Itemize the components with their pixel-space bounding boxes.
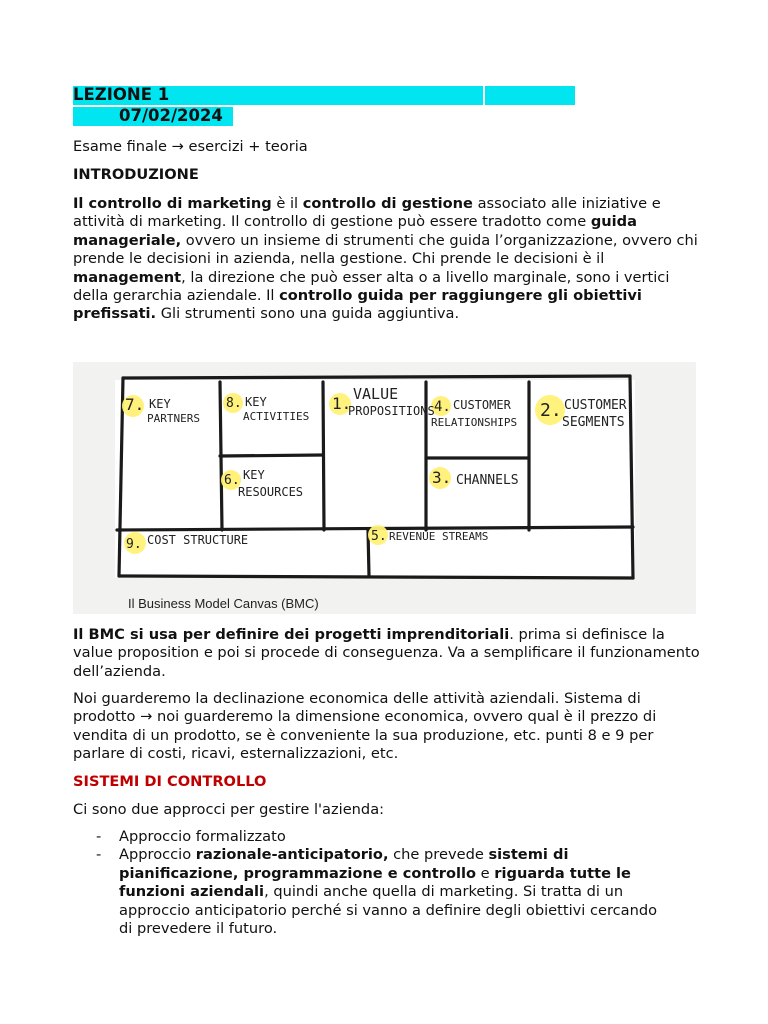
- kp-line2: PARTNERS: [147, 412, 200, 425]
- lesson-header: [73, 86, 575, 126]
- ch-line1: CHANNELS: [456, 473, 519, 488]
- list-item: [73, 828, 673, 846]
- exam-line: [73, 138, 703, 156]
- economic-text-1: Noi guarderemo la declinazione economica delle attività aziendali. Sistema di prodotto: [73, 690, 641, 726]
- kr-line1: KEY: [243, 468, 265, 482]
- rev-num: 5.: [371, 529, 387, 544]
- text-segment: che prevede: [388, 846, 489, 864]
- bmc-canvas-sketch: [73, 362, 696, 614]
- bold-segment: Il controllo di marketing: [73, 195, 272, 212]
- ka-line1: KEY: [245, 395, 267, 409]
- bold-segment: riguarda tutte le funzioni aziendali: [119, 864, 631, 901]
- ka-line2: ACTIVITIES: [243, 410, 310, 423]
- vp-line2: PROPOSITIONS: [348, 404, 435, 418]
- bmc-figure: [73, 362, 696, 614]
- cost-label: COST STRUCTURE: [147, 533, 249, 547]
- cs-line1: CUSTOMER: [564, 398, 627, 413]
- bold-segment: Il BMC si usa per definire dei progetti imprenditoriali: [73, 626, 510, 643]
- text-segment: Approccio formalizzato: [119, 828, 286, 845]
- kr-line2: RESOURCES: [238, 485, 304, 499]
- ka-num: 8.: [226, 396, 242, 411]
- lesson-title-highlight: [73, 86, 575, 105]
- control-systems-heading: SISTEMI DI CONTROLLO: [73, 773, 267, 790]
- text-segment: associato alle iniziative e attività di marketing. Il controllo di gestione può essere tradotto come: [73, 195, 661, 231]
- arrow-icon: →: [140, 708, 153, 726]
- intro-paragraph: [73, 195, 703, 324]
- text-segment: Gli strumenti sono una guida aggiuntiva.: [156, 305, 460, 323]
- bold-segment: razionale-anticipatorio,: [195, 846, 389, 864]
- bmc-caption: Il Business Model Canvas (BMC): [128, 596, 319, 611]
- text-segment: , quindi anche quella di marketing. Si tratta di un approccio anticipatorio perché si vanno a definire degli obiettivi cercando di prevedere il futuro.: [119, 883, 658, 938]
- cr-line2: RELATIONSHIPS: [431, 416, 518, 429]
- arrow-icon: →: [171, 138, 184, 155]
- bold-segment: management: [73, 268, 182, 286]
- text-segment: ovvero un insieme di strumenti che guida l’organizzazione, ovvero chi prende le decisioni in azienda, nella gestione. Chi prende le decisioni è il: [73, 231, 698, 268]
- lesson-date: 07/02/2024: [119, 106, 223, 125]
- bold-segment: controllo guida per raggiungere gli obiettivi prefissati.: [73, 287, 642, 323]
- approaches-list: [73, 828, 673, 938]
- bold-segment: sistemi di pianificazione, programmazione e controllo: [119, 846, 569, 882]
- text-segment: e: [476, 864, 495, 882]
- text-segment: è il: [271, 195, 303, 212]
- control-systems-intro: Ci sono due approcci per gestire l'azienda:: [73, 801, 385, 818]
- economic-text-2: noi guarderemo la dimensione economica, ovvero qual è il prezzo di vendita di un prodotto, se è conveniente la sua produzione, etc. punti 8 e 9 per parlare di costi, ricavi, esternalizzazioni, etc.: [73, 708, 657, 763]
- bold-segment: guida manageriale,: [73, 213, 637, 249]
- list-dash: -: [96, 828, 102, 845]
- lesson-date-highlight: [73, 107, 233, 126]
- cr-line1: CUSTOMER: [453, 398, 511, 412]
- kp-line1: KEY: [149, 397, 171, 411]
- cost-num: 9.: [126, 537, 142, 552]
- list-item: [73, 846, 673, 938]
- lesson-title: LEZIONE 1: [73, 85, 170, 104]
- cr-num: 4.: [434, 399, 451, 415]
- bold-segment: controllo di gestione: [302, 195, 473, 212]
- list-dash: -: [96, 846, 102, 864]
- vp-num: 1.: [332, 394, 352, 413]
- cs-num: 2.: [540, 400, 562, 421]
- economic-paragraph: [73, 690, 703, 764]
- highlight-gap: [483, 86, 485, 105]
- list-item-text: [119, 846, 657, 937]
- list-item-text: [119, 828, 286, 845]
- text-segment: Approccio: [119, 846, 196, 864]
- rev-label: REVENUE STREAMS: [389, 530, 489, 543]
- cs-line2: SEGMENTS: [562, 415, 625, 430]
- vp-line1: VALUE: [353, 385, 399, 403]
- kp-num: 7.: [125, 395, 145, 414]
- ch-num: 3.: [432, 468, 452, 487]
- bmc-paragraph: [73, 626, 703, 681]
- exam-label: Esame finale: [73, 138, 168, 155]
- exam-content: esercizi + teoria: [188, 138, 308, 155]
- text-segment: . prima si definisce la value proposition e poi si procede di conseguenza. Va a semplificare il funzionamento dell’azienda.: [73, 626, 700, 680]
- kr-num: 6.: [224, 473, 240, 488]
- text-segment: , la direzione che può esser alta o a livello marginale, sono i vertici della gerarchia aziendale. Il: [73, 268, 670, 305]
- intro-heading: INTRODUZIONE: [73, 166, 199, 183]
